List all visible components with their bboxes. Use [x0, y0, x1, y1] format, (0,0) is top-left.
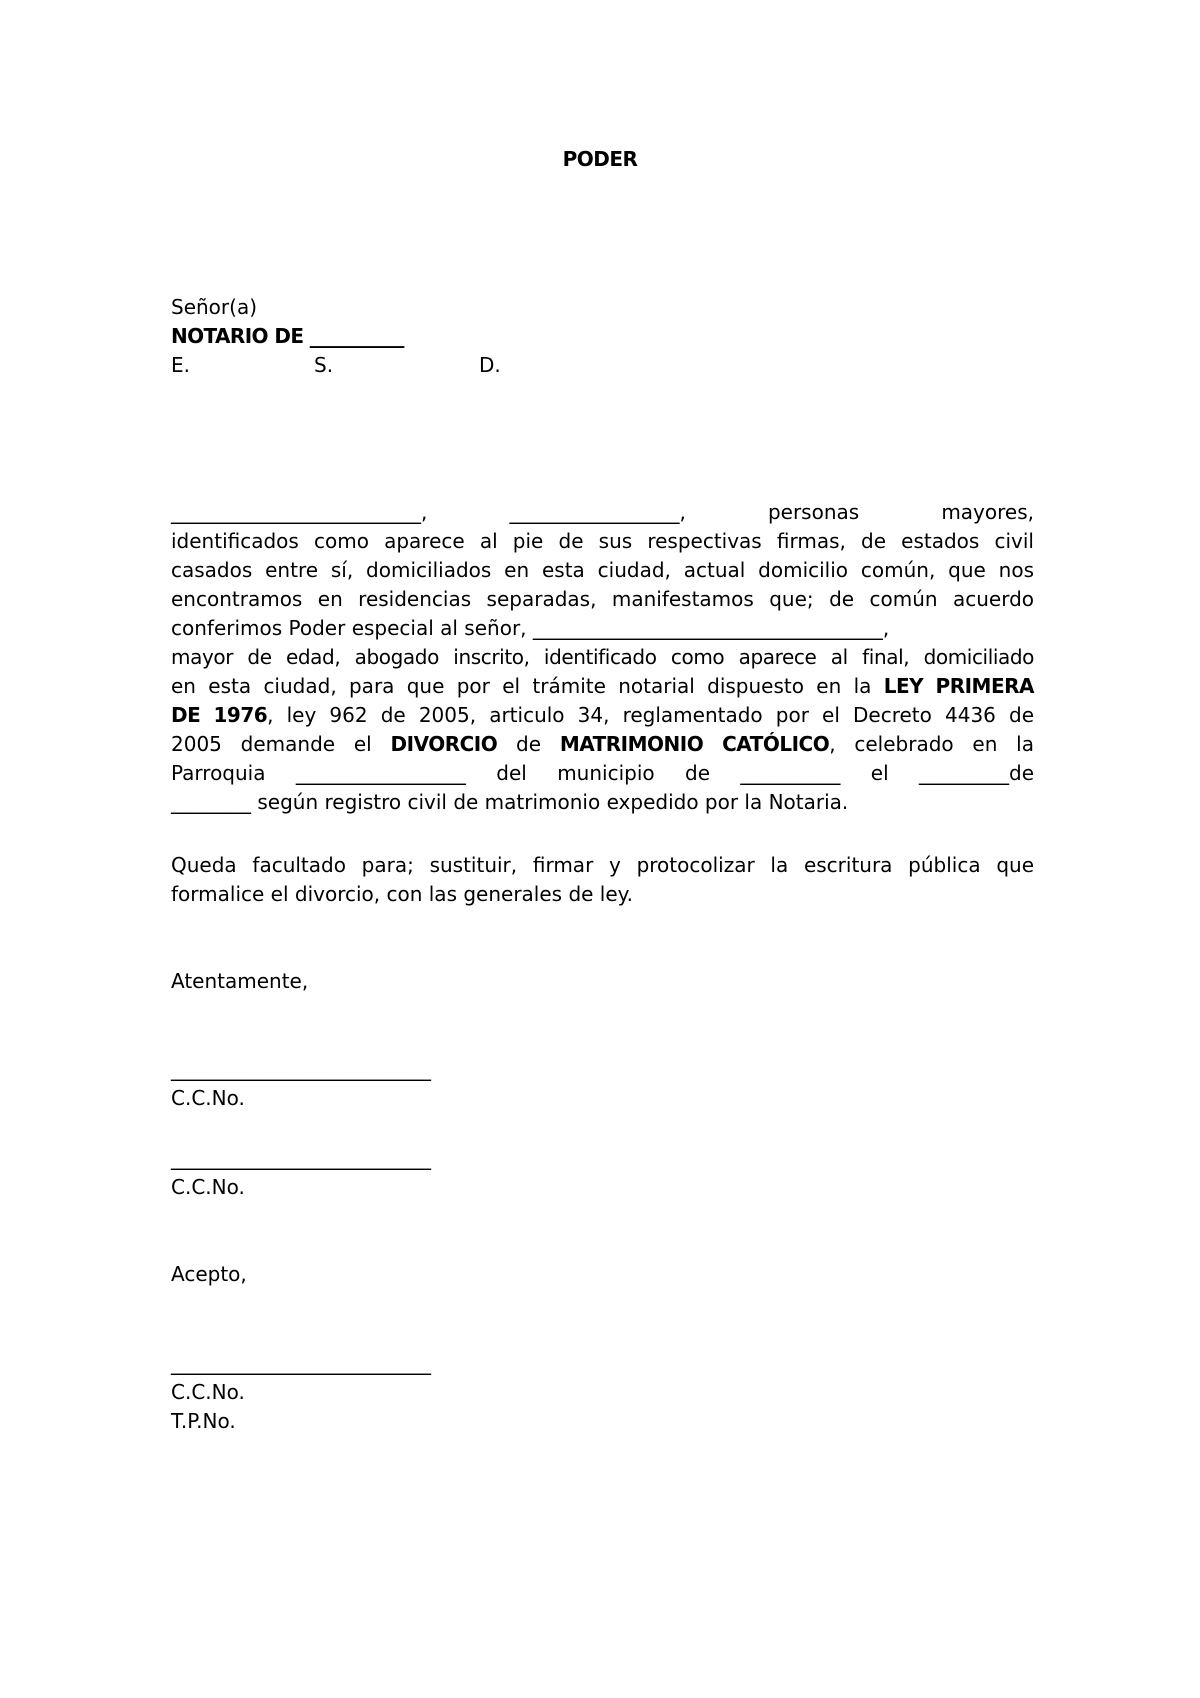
- marriage-term: MATRIMONIO CATÓLICO: [559, 732, 830, 756]
- body-line-6: mayor de edad, abogado inscrito, identificado como aparece al final, domiciliado: [171, 645, 1034, 669]
- esd-d: D.: [479, 353, 501, 377]
- signature-line: __________________________: [171, 1057, 431, 1081]
- body-line-9-text-a: 2005 demande el: [171, 732, 391, 756]
- id-label: C.C.No.: [171, 1380, 245, 1404]
- id-label: C.C.No.: [171, 1086, 245, 1110]
- divorce-term: DIVORCIO: [390, 732, 498, 756]
- powers-line-2: formalice el divorcio, con las generales de ley.: [171, 882, 634, 906]
- esd-line: [171, 351, 1034, 380]
- powers-line-1: Queda facultado para; sustituir, firmar y protocolizar la escritura pública que: [171, 853, 1034, 877]
- body-line-2: identificados como aparece al pie de sus respectivas firmas, de estados civil: [171, 529, 1034, 553]
- professional-card-label: T.P.No.: [171, 1409, 236, 1433]
- body-line-4: encontramos en residencias separadas, manifestamos que; de común acuerdo: [171, 587, 1034, 611]
- body-line-9-text-c: de: [497, 732, 560, 756]
- body-line-3: casados entre sí, domiciliados en esta ciudad, actual domicilio común, que nos: [171, 558, 1034, 582]
- body-line-11: ________ según registro civil de matrimonio expedido por la Notaria.: [171, 790, 849, 814]
- esd-e: E.: [171, 353, 190, 377]
- signature-block-1: [171, 1055, 431, 1113]
- body-line-1: _________________________, _________________, personas mayores,: [171, 500, 1034, 524]
- recipient-line: NOTARIO DE __________: [171, 324, 404, 348]
- signature-block-2: [171, 1144, 431, 1202]
- body-line-10: Parroquia _________________ del municipio de __________ el _________de: [171, 761, 1034, 785]
- body-line-7: [171, 672, 1034, 701]
- accept-label: Acepto,: [171, 1262, 247, 1286]
- body-line-9: [171, 730, 1034, 759]
- body-line-9-text-e: , celebrado en la: [829, 732, 1034, 756]
- body-paragraph: [171, 498, 1034, 817]
- signature-block-attorney: [171, 1349, 431, 1436]
- body-line-7-text: en esta ciudad, para que por el trámite notarial dispuesto en la: [171, 674, 884, 698]
- body-line-5: conferimos Poder especial al señor, ___________________________________,: [171, 616, 890, 640]
- salutation: Señor(a): [171, 295, 257, 319]
- closing: Atentamente,: [171, 969, 309, 993]
- id-label: C.C.No.: [171, 1175, 245, 1199]
- signature-line: __________________________: [171, 1351, 431, 1375]
- esd-s: S.: [314, 353, 334, 377]
- law-name-part-1: LEY PRIMERA: [883, 674, 1034, 698]
- law-name-part-2: DE 1976: [171, 703, 268, 727]
- addressee-block: [171, 293, 1034, 380]
- powers-paragraph: [171, 851, 1034, 909]
- body-line-8-text: , ley 962 de 2005, articulo 34, reglamentado por el Decreto 4436 de: [267, 703, 1035, 727]
- document-title: PODER: [562, 147, 638, 171]
- body-line-8: [171, 701, 1034, 730]
- signature-line: __________________________: [171, 1146, 431, 1170]
